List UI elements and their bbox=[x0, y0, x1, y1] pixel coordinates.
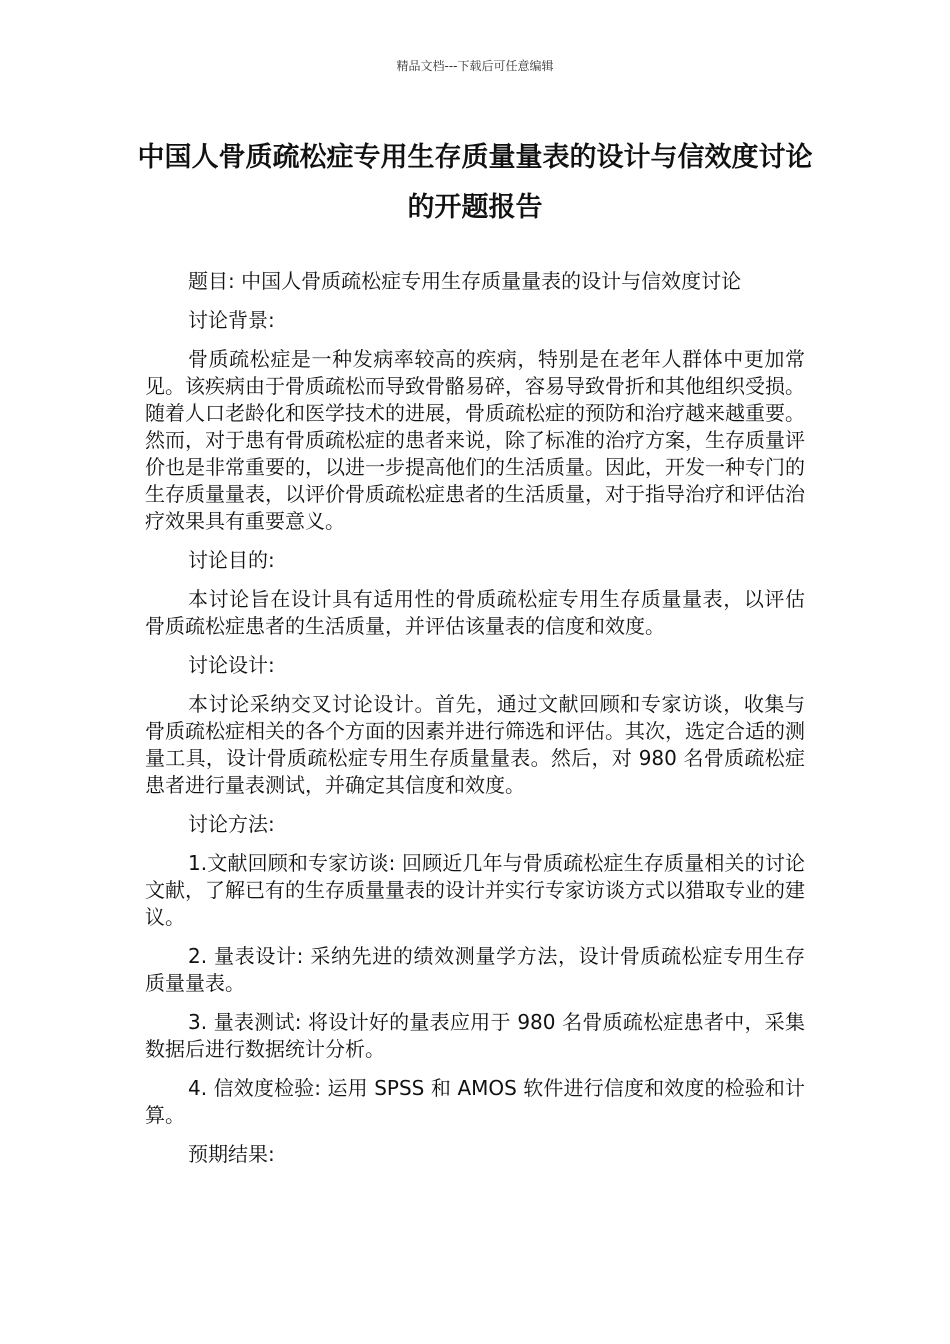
method-item-1: 1.文献回顾和专家访谈: 回顾近几年与骨质疏松症生存质量相关的讨论文献，了解已有的生存质量量表的设计并实行专家访谈方式以猎取专业的建议。 bbox=[145, 851, 805, 929]
design-paragraph: 本讨论采纳交叉讨论设计。首先，通过文献回顾和专家访谈，收集与骨质疏松症相关的各个方面的因素并进行筛选和评估。其次，选定合适的测量工具，设计骨质疏松症专用生存质量量表。然后，对 980 名骨质疏松症患者进行量表测试，并确定其信度和效度。 bbox=[145, 692, 805, 797]
section-heading-background: 讨论背景: bbox=[188, 308, 275, 332]
section-heading-design: 讨论设计: bbox=[188, 653, 275, 677]
header-note: 精品文档---下载后可任意编辑 bbox=[396, 59, 554, 73]
topic-line: 题目: 中国人骨质疏松症专用生存质量量表的设计与信效度讨论 bbox=[188, 269, 742, 293]
document-title: 中国人骨质疏松症专用生存质量量表的设计与信效度讨论的开题报告 bbox=[137, 142, 813, 223]
section-heading-purpose: 讨论目的: bbox=[188, 548, 275, 572]
background-paragraph: 骨质疏松症是一种发病率较高的疾病，特别是在老年人群体中更加常见。该疾病由于骨质疏松而导致骨骼易碎，容易导致骨折和其他组织受损。随着人口老龄化和医学技术的进展，骨质疏松症的预防和治疗越来越重要。然而，对于患有骨质疏松症的患者来说，除了标准的治疗方案，生存质量评价也是非常重要的，以进一步提高他们的生活质量。因此，开发一种专门的生存质量量表，以评价骨质疏松症患者的生活质量，对于指导治疗和评估治疗效果具有重要意义。 bbox=[145, 347, 805, 533]
section-heading-methods: 讨论方法: bbox=[188, 812, 275, 836]
method-item-3: 3. 量表测试: 将设计好的量表应用于 980 名骨质疏松症患者中，采集数据后进行数据统计分析。 bbox=[145, 1010, 805, 1061]
method-item-4: 4. 信效度检验: 运用 SPSS 和 AMOS 软件进行信度和效度的检验和计算。 bbox=[145, 1076, 805, 1127]
method-item-2: 2. 量表设计: 采纳先进的绩效测量学方法，设计骨质疏松症专用生存质量量表。 bbox=[145, 944, 805, 995]
document-body bbox=[145, 268, 805, 1180]
purpose-paragraph: 本讨论旨在设计具有适用性的骨质疏松症专用生存质量量表，以评估骨质疏松症患者的生活质量，并评估该量表的信度和效度。 bbox=[145, 587, 805, 638]
section-heading-expected-results: 预期结果: bbox=[188, 1142, 275, 1166]
